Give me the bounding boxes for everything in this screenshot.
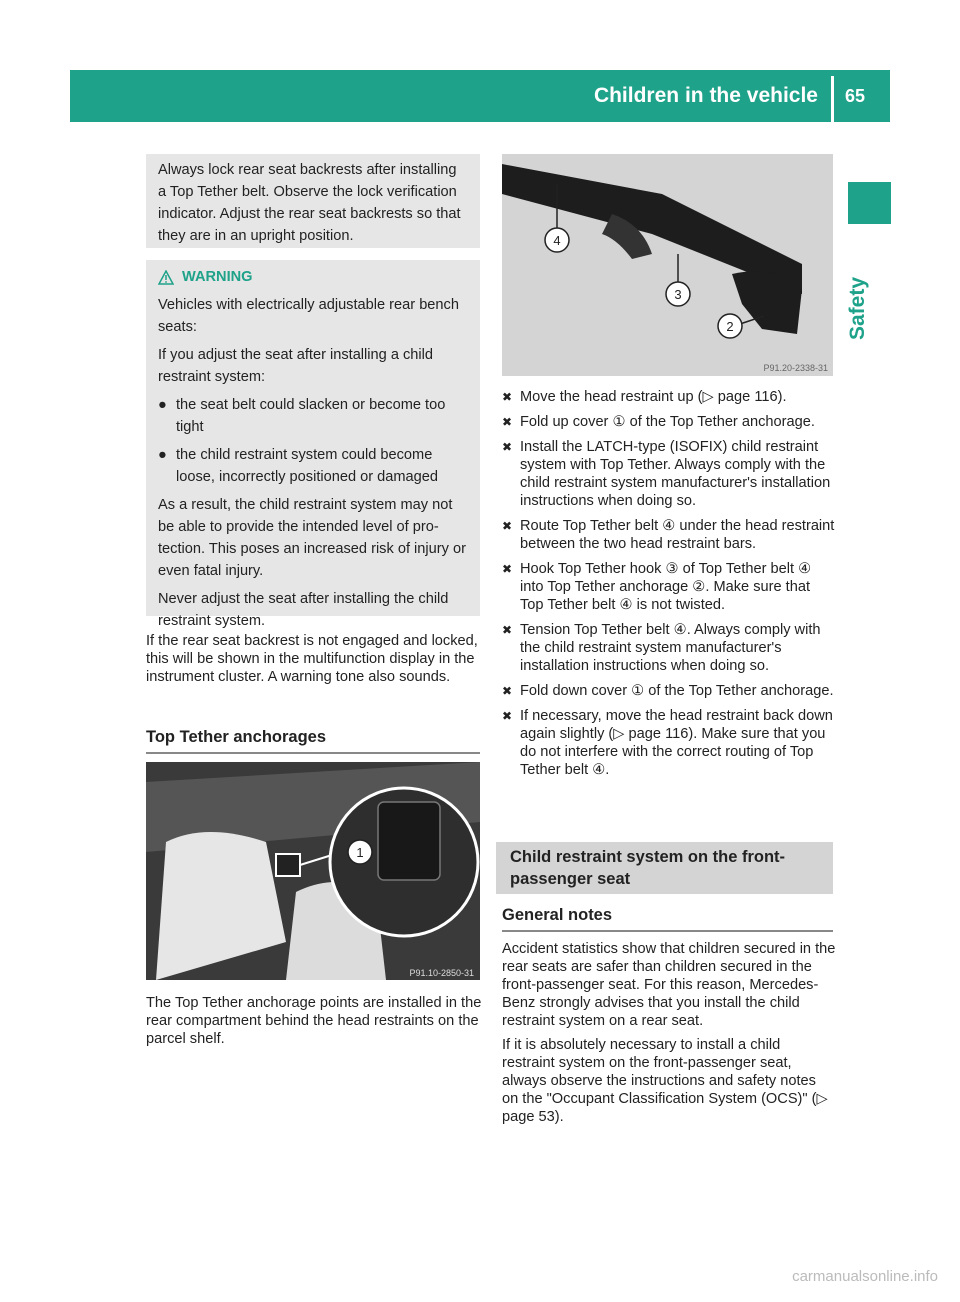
body-text [502, 940, 836, 1126]
chapter-title: Children in the vehicle [593, 84, 818, 107]
instruction-item: ✖ Fold down cover ① of the Top Tether anchorage. [502, 683, 834, 699]
section-label: Safety [846, 276, 869, 340]
instruction-text: If necessary, move the head restraint back down again slightly (▷ page 116). Make sure that you do not interfere with the correct routing of Top Tether belt ④. [520, 708, 833, 778]
figure-illustration [502, 154, 833, 376]
instruction-text: Install the LATCH-type (ISOFIX) child restraint system with Top Tether. Always comply with the child restraint system manufacturer's installation instructions when doing so. [520, 439, 831, 509]
instruction-text: Tension Top Tether belt ④. Always comply with the child restraint system manufacturer's installation instructions when doing so. [520, 622, 821, 674]
instruction-item: ✖ If necessary, move the head restraint back down again slightly (▷ page 116). Make sure that you do not interfere with the correct routing of Top Tether belt ④. [502, 708, 833, 778]
bullet-text: the seat belt could slacken or become too tight [176, 397, 446, 435]
paragraph: Accident statistics show that children secured in the rear seats are safer than children secured in the front-passenger seat. For this reason, Mercedes-Benz strongly advises that you install the child restraint system on a rear seat. [502, 941, 836, 1029]
page-number: 65 [845, 86, 866, 106]
heading-top-tether: Top Tether anchorages [146, 728, 327, 746]
instruction-text: Move the head restraint up (▷ page 116). [520, 389, 787, 405]
warning-bullet: ● the seat belt could slacken or become too tight [158, 397, 446, 435]
instruction-item: ✖ Hook Top Tether hook ③ of Top Tether belt ④ into Top Tether anchorage ②. Make sure that Top Tether belt ④ is not twisted. [502, 561, 812, 613]
figure-top-tether [502, 154, 833, 376]
paragraph: If it is absolutely necessary to install a child restraint system on the front-passenger seat, always observe the instructions and safety notes on the "Occupant Classification System (OCS)" (▷ page 53). [502, 1037, 828, 1125]
marker-1: 1 [356, 845, 364, 860]
bullet-text: the child restraint system could become loose, incorrectly positioned or damaged [176, 447, 439, 485]
watermark: carmanualsonline.info [792, 1268, 938, 1285]
figure-code: P91.10-2850-31 [409, 968, 474, 978]
warning-para: As a result, the child restraint system may not be able to provide the intended level of protection. This poses an increased risk of injury or even fatal injury. [158, 497, 466, 579]
figure-illustration [146, 762, 480, 980]
header-divider [831, 76, 834, 122]
note-box [146, 154, 480, 248]
marker-4: 4 [553, 233, 561, 248]
warning-title [158, 266, 468, 288]
marker-2: 2 [726, 319, 734, 334]
note-text: Always lock rear seat backrests after installing a Top Tether belt. Observe the lock verification indicator. Adjust the rear seat backrests so that they are in an upright position. [158, 162, 461, 244]
warning-icon [158, 270, 174, 285]
warning-para: Never adjust the seat after installing the child restraint system. [158, 591, 449, 629]
figure-anchorage [146, 762, 480, 980]
warning-para: Vehicles with electrically adjustable rear bench seats: [158, 297, 459, 335]
instruction-text: Hook Top Tether hook ③ of Top Tether belt ④ into Top Tether anchorage ②. Make sure that Top Tether belt ④ is not twisted. [520, 561, 812, 613]
instruction-list [502, 388, 836, 786]
instruction-text: Route Top Tether belt ④ under the head restraint between the two head restraint bars. [520, 518, 835, 552]
heading-rule [502, 930, 833, 932]
section-title-front-passenger: Child restraint system on the front-passenger seat [496, 842, 833, 894]
figure-code: P91.20-2338-31 [763, 363, 828, 373]
heading-rule [146, 752, 480, 754]
section-tab [848, 182, 891, 224]
page-header [70, 70, 890, 122]
instruction-item: ✖ Route Top Tether belt ④ under the head restraint between the two head restraint bars. [502, 518, 835, 552]
marker-3: 3 [674, 287, 682, 302]
paragraph: The Top Tether anchorage points are installed in the rear compartment behind the head restraints on the parcel shelf. [146, 995, 482, 1047]
body-text [146, 632, 482, 686]
instruction-item: ✖ Tension Top Tether belt ④. Always comply with the child restraint system manufacturer's installation instructions when doing so. [502, 622, 821, 674]
instruction-item: ✖ Install the LATCH-type (ISOFIX) child restraint system with Top Tether. Always comply with the child restraint system manufacturer's installation instructions when doing so. [502, 439, 831, 509]
instruction-text: Fold up cover ① of the Top Tether anchorage. [520, 414, 815, 430]
warning-para: If you adjust the seat after installing a child restraint system: [158, 347, 434, 385]
instruction-item: ✖ Move the head restraint up (▷ page 116). [502, 389, 787, 405]
warning-label: WARNING [182, 269, 253, 285]
body-text [146, 994, 482, 1048]
paragraph: If the rear seat backrest is not engaged and locked, this will be shown in the multifunction display in the instrument cluster. A warning tone also sounds. [146, 633, 478, 685]
warning-box [146, 260, 480, 629]
instruction-item: ✖ Fold up cover ① of the Top Tether anchorage. [502, 414, 815, 430]
instruction-text: Fold down cover ① of the Top Tether anchorage. [520, 683, 834, 699]
warning-bullet: ● the child restraint system could become loose, incorrectly positioned or damaged [158, 447, 439, 485]
heading-general-notes: General notes [502, 906, 613, 924]
